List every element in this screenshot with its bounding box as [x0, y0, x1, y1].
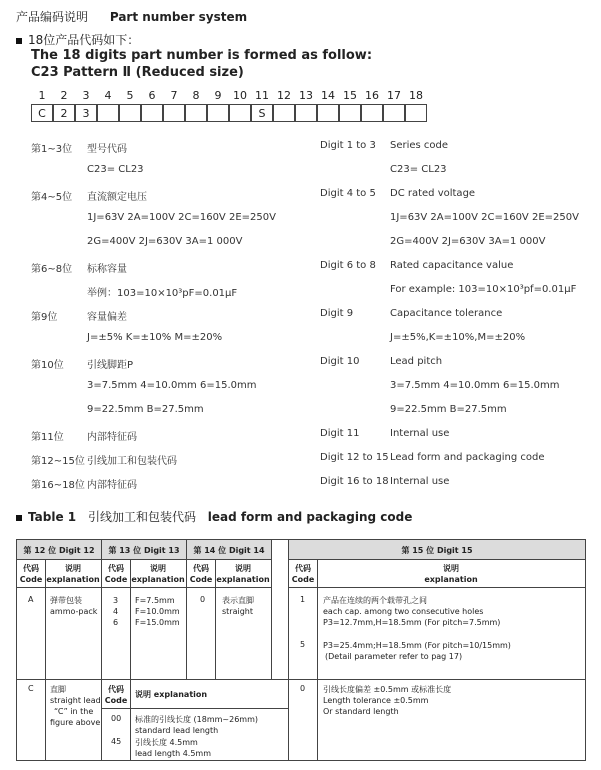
digit-box [405, 104, 427, 122]
definition-en-text: 2G=400V 2J=630V 3A=1 000V [390, 236, 546, 247]
definition-en-text: 1J=63V 2A=100V 2C=160V 2E=250V [390, 212, 579, 223]
definition-cn-text: 引线加工和包装代码 [87, 456, 177, 467]
digit-position-number: 18 [409, 89, 423, 102]
digit-position-number: 11 [255, 89, 269, 102]
digit-position-number: 3 [82, 89, 90, 102]
subheader-explanation: 说明 explanation [46, 564, 100, 584]
definition-cn-text: 内部特征码 [87, 480, 137, 491]
definition-en-text: C23= CL23 [390, 164, 447, 175]
rowA-d15-text1: 产品在连续的两个载带孔之间 each cap. among two consecutive holes P3=12.7mm,H=18.5mm (For pitch=7.5mm) [323, 596, 501, 627]
header-digit15: 第 15 位 Digit 15 [401, 546, 473, 555]
digit-position-number: 13 [299, 89, 313, 102]
definition-cn-label: 第12~15位 [31, 456, 85, 467]
definition-en-text: Internal use [390, 476, 450, 487]
rowC-d15-text: 引线长度偏差 ±0.5mm 或标准长度 Length tolerance ±0.5mm Or standard length [323, 685, 452, 716]
definition-cn-text: 直流额定电压 [87, 192, 147, 203]
definition-en-label: Digit 10 [320, 356, 360, 367]
digit-position-number: 12 [277, 89, 291, 102]
page-title [16, 8, 247, 25]
digit-box [339, 104, 361, 122]
digit-box [163, 104, 185, 122]
digit-box [207, 104, 229, 122]
rowC-d12-expl: 直脚 straight lead “C” in the figure above [50, 685, 101, 727]
digit-box [119, 104, 141, 122]
definition-en-text: Internal use [390, 428, 450, 439]
digit-position-number: 4 [104, 89, 112, 102]
definition-cn-text: 1J=63V 2A=100V 2C=160V 2E=250V [87, 212, 276, 223]
definition-en-text: For example: 103=10×10³pf=0.01μF [390, 284, 577, 295]
digit-box [185, 104, 207, 122]
definition-cn-label: 第11位 [31, 432, 64, 443]
definition-en-text: 3=7.5mm 4=10.0mm 6=15.0mm [390, 380, 560, 391]
definition-en-text: DC rated voltage [390, 188, 476, 199]
rowC-d13-code1: 00 [111, 714, 122, 723]
definition-cn-text: 举例：103=10×10³pF=0.01μF [87, 288, 238, 299]
definition-en-label: Digit 12 to 15 [320, 452, 389, 463]
digit-box: S [251, 104, 273, 122]
digit-box [229, 104, 251, 122]
digit-box [317, 104, 339, 122]
digit-box: 3 [75, 104, 97, 122]
definition-cn-text: J=±5% K=±10% M=±20% [87, 332, 223, 343]
digit-position-number: 15 [343, 89, 357, 102]
digit-box [97, 104, 119, 122]
definition-cn-text: 容量偏差 [87, 312, 127, 323]
definition-cn-text: 9=22.5mm B=27.5mm [87, 404, 204, 415]
digit-box: C [31, 104, 53, 122]
subheader-code: 代码 Code [189, 564, 213, 584]
definition-en-text: Series code [390, 140, 449, 151]
table1 [16, 539, 586, 761]
section1-subheading-2: C23 Pattern Ⅱ (Reduced size) [31, 65, 244, 80]
rowA-d13-expl: F=7.5mm F=10.0mm F=15.0mm [135, 596, 180, 627]
definition-cn-label: 第9位 [31, 312, 58, 323]
subheader-explanation: 说明 explanation [424, 564, 478, 584]
definition-en-text: Rated capacitance value [390, 260, 514, 271]
definition-cn-label: 第6~8位 [31, 264, 73, 275]
definition-cn-text: 标称容量 [87, 264, 127, 275]
definition-cn-label: 第1~3位 [31, 144, 73, 155]
header-digit13: 第 13 位 Digit 13 [108, 546, 180, 555]
definition-en-text: J=±5%,K=±10%,M=±20% [390, 332, 526, 343]
digit-position-number: 10 [233, 89, 247, 102]
definition-en-label: Digit 16 to 18 [320, 476, 389, 487]
subheader-code: 代码 Code [104, 564, 128, 584]
rowA-d12-code: A [28, 595, 34, 604]
page-title-cn: 产品编码说明 [16, 10, 89, 24]
definition-cn-text: 引线脚距P [87, 360, 134, 371]
digit-position-number: 7 [170, 89, 178, 102]
definition-cn-text: 型号代码 [87, 144, 127, 155]
definition-cn-label: 第4~5位 [31, 192, 73, 203]
digit-position-number: 6 [148, 89, 156, 102]
definition-cn-text: 2G=400V 2J=630V 3A=1 000V [87, 236, 243, 247]
definition-cn-text: C23= CL23 [87, 164, 144, 175]
digit-position-number: 16 [365, 89, 379, 102]
definition-cn-label: 第10位 [31, 360, 64, 371]
digit-box [383, 104, 405, 122]
definition-cn-text: 3=7.5mm 4=10.0mm 6=15.0mm [87, 380, 257, 391]
digit-box [273, 104, 295, 122]
rowC-d13-subheader-code: 代码 Code [104, 685, 128, 705]
definition-cn-text: 内部特征码 [87, 432, 137, 443]
subheader-explanation: 说明 explanation [131, 564, 185, 584]
subheader-code: 代码 Code [19, 564, 43, 584]
digit-box: 2 [53, 104, 75, 122]
digit-position-number: 1 [38, 89, 46, 102]
page-title-en: Part number system [109, 10, 248, 24]
rowA-d15-code2: 5 [300, 640, 306, 649]
digit-position-number: 8 [192, 89, 200, 102]
rowA-d12-expl: 弹带包装 ammo-pack [50, 596, 98, 616]
definition-en-text: Capacitance tolerance [390, 308, 503, 319]
rowA-d14-code: 0 [200, 595, 206, 604]
definition-en-label: Digit 6 to 8 [320, 260, 376, 271]
rowA-d14-expl: 表示直脚 straight [222, 596, 254, 616]
definition-en-label: Digit 11 [320, 428, 360, 439]
digit-box [295, 104, 317, 122]
digit-box [361, 104, 383, 122]
section1-heading: 18位产品代码如下： [16, 31, 139, 48]
definition-en-label: Digit 9 [320, 308, 354, 319]
section1-subheading-1: The 18 digits part number is formed as follow: [31, 48, 373, 63]
header-digit12: 第 12 位 Digit 12 [23, 546, 95, 555]
bullet-square-icon [16, 38, 22, 44]
rowC-d12-code: C [28, 684, 34, 693]
rowA-d13-codes: 3 4 6 [113, 596, 119, 627]
rowC-d13-text2: 引线长度 4.5mm lead length 4.5mm [135, 738, 212, 758]
definition-cn-label: 第16~18位 [31, 480, 85, 491]
rowC-d15-code: 0 [300, 684, 306, 693]
definition-en-label: Digit 1 to 3 [320, 140, 376, 151]
definition-en-label: Digit 4 to 5 [320, 188, 376, 199]
definition-en-text: Lead pitch [390, 356, 443, 367]
rowA-d15-text2: P3=25.4mm;H=18.5mm (For pitch=10/15mm) (Detail parameter refer to pag 17) [323, 641, 511, 661]
rowA-d15-code1: 1 [300, 595, 306, 604]
digit-position-number: 17 [387, 89, 401, 102]
rowC-d13-code2: 45 [111, 737, 122, 746]
table1-heading: Table 1 引线加工和包装代码 lead form and packaging code [16, 508, 412, 525]
digit-box [141, 104, 163, 122]
bullet-square-icon [16, 515, 22, 521]
digit-position-number: 5 [126, 89, 134, 102]
digit-position-number: 2 [60, 89, 68, 102]
header-digit14: 第 14 位 Digit 14 [193, 546, 265, 555]
rowC-d13-text1: 标准的引线长度 (18mm~26mm) standard lead length [135, 715, 259, 735]
digit-position-number: 9 [214, 89, 222, 102]
subheader-explanation: 说明 explanation [216, 564, 270, 584]
rowC-d13-subheader-expl: 说明 explanation [135, 690, 208, 699]
digit-position-number: 14 [321, 89, 335, 102]
definition-en-text: 9=22.5mm B=27.5mm [390, 404, 507, 415]
definition-en-text: Lead form and packaging code [390, 452, 545, 463]
subheader-code: 代码 Code [291, 564, 315, 584]
